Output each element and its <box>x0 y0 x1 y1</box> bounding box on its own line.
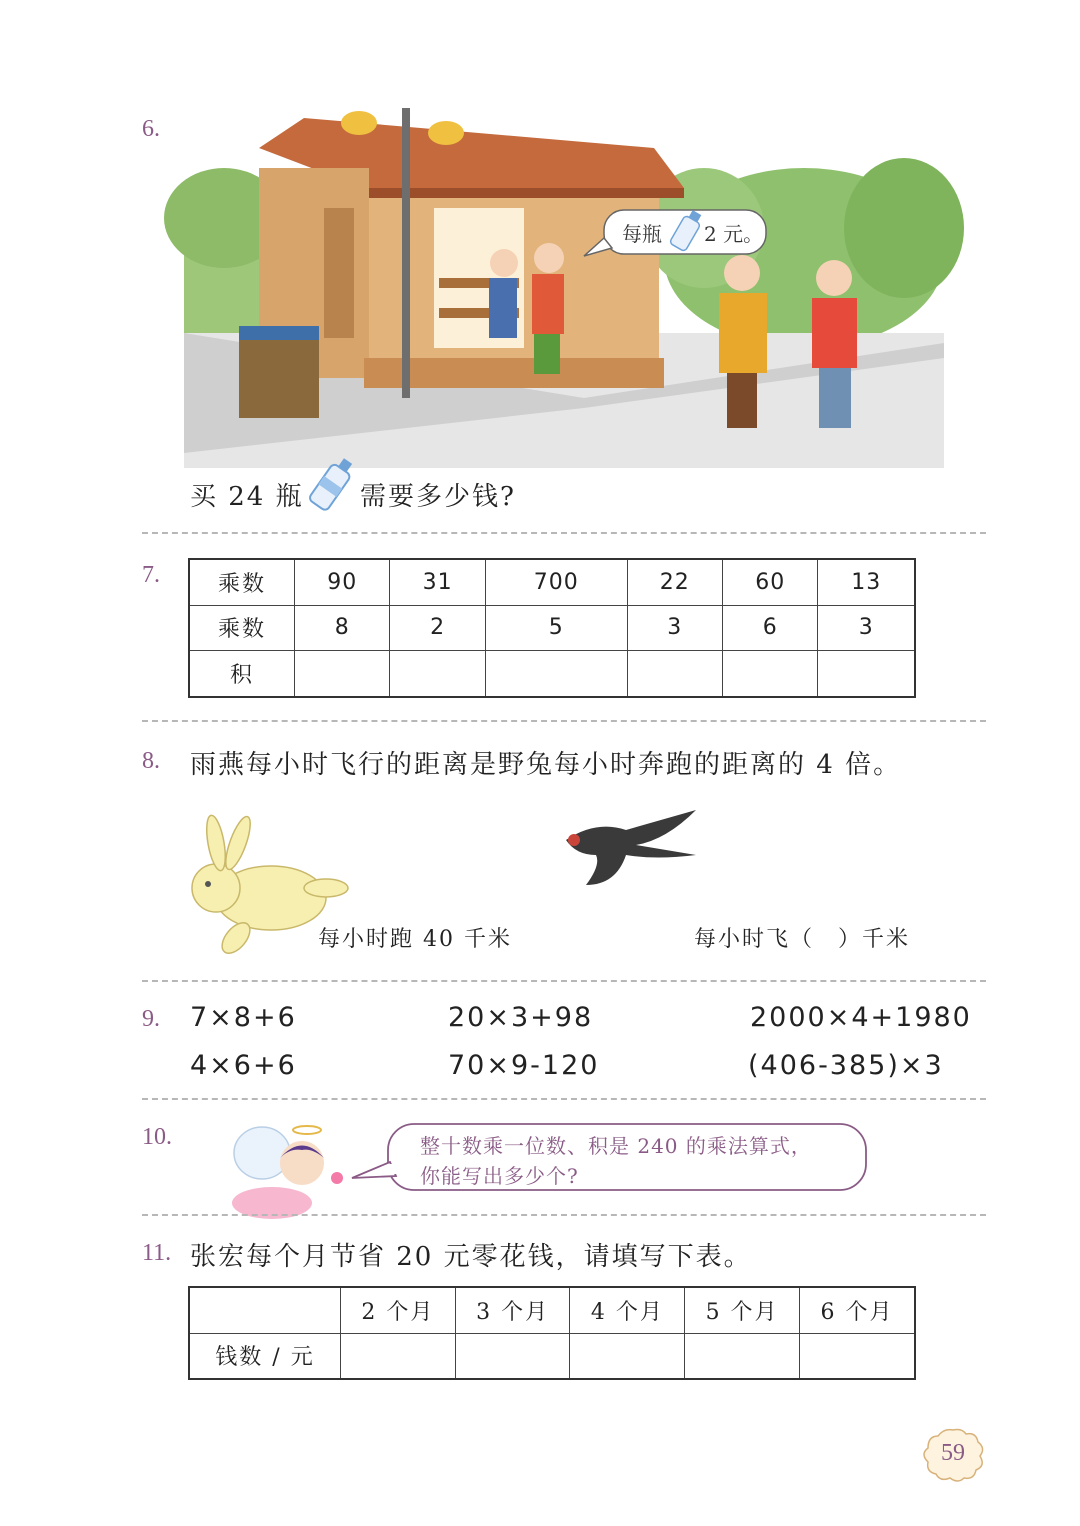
table-cell-label: 钱数 / 元 <box>189 1333 341 1379</box>
table-cell-label: 乘数 <box>189 605 295 651</box>
price-sign-text: 每瓶 <box>622 222 662 246</box>
rabbit-caption: 每小时跑 40 千米 <box>318 927 512 952</box>
table-header-cell: 3 个月 <box>455 1287 570 1333</box>
answer-cell[interactable] <box>818 651 915 697</box>
table-header-cell: 5 个月 <box>685 1287 800 1333</box>
answer-cell[interactable] <box>799 1333 915 1379</box>
expression: 4×6+6 <box>190 1050 297 1081</box>
table-header-cell: 4 个月 <box>570 1287 685 1333</box>
answer-cell[interactable] <box>685 1333 800 1379</box>
separator <box>142 720 986 722</box>
table-cell: 700 <box>485 559 627 605</box>
question-9-number: 9. <box>142 1006 160 1032</box>
question-11-number: 11. <box>142 1240 172 1266</box>
answer-cell[interactable] <box>455 1333 570 1379</box>
hint-line-2: 你能写出多少个? <box>420 1164 579 1188</box>
answer-cell[interactable] <box>295 651 390 697</box>
table-header-cell: 6 个月 <box>799 1287 915 1333</box>
table-row <box>189 651 915 697</box>
table-cell: 2 <box>390 605 485 651</box>
expression: (406-385)×3 <box>748 1050 944 1081</box>
answer-cell[interactable] <box>485 651 627 697</box>
question-7-number: 7. <box>142 562 160 588</box>
table-cell: 8 <box>295 605 390 651</box>
hint-line-1: 整十数乘一位数、积是 240 的乘法算式， <box>420 1134 812 1158</box>
answer-cell[interactable] <box>723 651 818 697</box>
price-sign-price: 2 元。 <box>704 222 764 246</box>
kiosk-illustration <box>184 108 944 468</box>
table-cell-label: 积 <box>189 651 295 697</box>
page-number: 59 <box>941 1440 965 1466</box>
question-6-text-part2: 需要多少钱? <box>360 482 516 512</box>
table-row <box>189 1333 915 1379</box>
expression: 70×9-120 <box>448 1050 600 1081</box>
question-8-number: 8. <box>142 748 160 774</box>
expression: 2000×4+1980 <box>750 1002 972 1033</box>
answer-cell[interactable] <box>341 1333 456 1379</box>
hint-speech-bubble <box>350 1122 870 1194</box>
table-cell: 13 <box>818 559 915 605</box>
expression: 20×3+98 <box>448 1002 594 1033</box>
table-cell-label: 乘数 <box>189 559 295 605</box>
multiplication-table <box>188 558 916 698</box>
swift-caption: 每小时飞（ ）千米 <box>694 927 911 952</box>
separator <box>142 532 986 534</box>
separator <box>142 980 986 982</box>
question-10-number: 10. <box>142 1124 172 1150</box>
price-sign-bubble <box>582 208 770 258</box>
table-cell: 6 <box>723 605 818 651</box>
table-cell: 5 <box>485 605 627 651</box>
answer-cell[interactable] <box>627 651 722 697</box>
table-row <box>189 1287 915 1333</box>
question-6-number: 6. <box>142 116 160 142</box>
angel-mascot-illustration <box>212 1118 362 1228</box>
swift-bird-illustration <box>556 800 706 890</box>
table-cell: 22 <box>627 559 722 605</box>
answer-cell[interactable] <box>570 1333 685 1379</box>
table-row <box>189 605 915 651</box>
separator <box>142 1098 986 1100</box>
table-row <box>189 559 915 605</box>
water-bottle-icon <box>672 208 702 252</box>
expression: 7×8+6 <box>190 1002 297 1033</box>
question-6-text-part1: 买 24 瓶 <box>190 482 304 512</box>
table-header-cell: 2 个月 <box>341 1287 456 1333</box>
water-bottle-icon <box>302 454 362 514</box>
savings-table <box>188 1286 916 1380</box>
table-cell: 31 <box>390 559 485 605</box>
question-11-text: 张宏每个月节省 20 元零花钱，请填写下表。 <box>190 1242 752 1272</box>
table-cell: 60 <box>723 559 818 605</box>
table-cell: 3 <box>818 605 915 651</box>
question-8-text: 雨燕每小时飞行的距离是野兔每小时奔跑的距离的 4 倍。 <box>190 750 902 780</box>
answer-cell[interactable] <box>390 651 485 697</box>
table-cell: 90 <box>295 559 390 605</box>
table-header-cell <box>189 1287 341 1333</box>
page-number-badge <box>922 1428 984 1482</box>
table-cell: 3 <box>627 605 722 651</box>
separator <box>142 1214 986 1216</box>
